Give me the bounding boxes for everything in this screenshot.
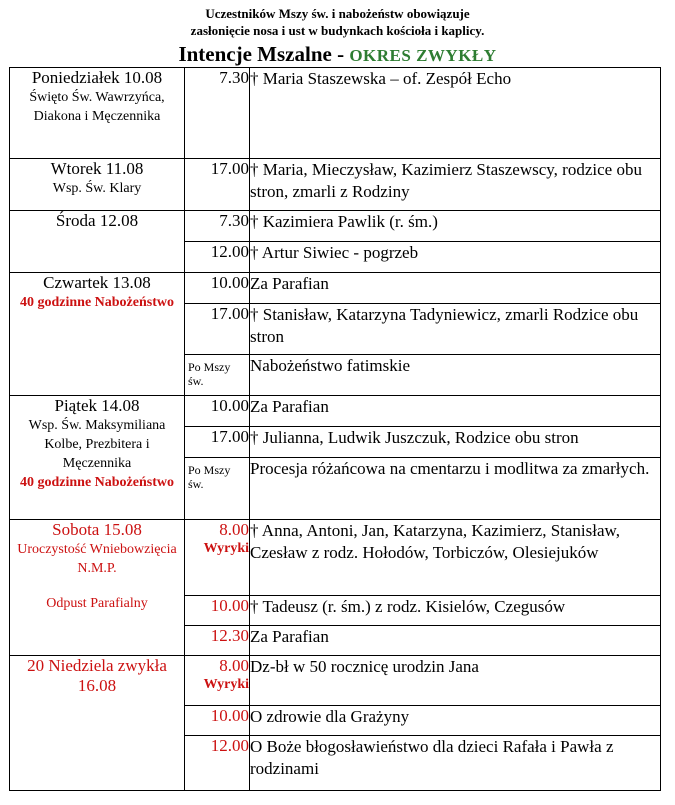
day-cell-monday [10, 68, 185, 159]
day-name: Sobota 15.08 [52, 520, 142, 539]
title-text: Intencje Mszalne [178, 42, 332, 66]
day-name: Środa 12.08 [55, 211, 139, 230]
mass-intention: † Artur Siwiec - pogrzeb [250, 242, 661, 273]
day-cell-wednesday [10, 211, 185, 273]
mass-time [185, 656, 250, 706]
mass-intention: Za Parafian [250, 273, 661, 304]
notice-line-2: zasłonięcie nosa i ust w budynkach kościoła i kaplicy. [190, 23, 485, 38]
mass-intention: † Kazimiera Pawlik (r. śm.) [250, 211, 661, 242]
day-feast: Święto Św. Wawrzyńca, Diakona i Męczennika [29, 90, 165, 124]
mass-intention: Za Parafian [250, 396, 661, 427]
day-special: 40 godzinne Nabożeństwo [19, 295, 174, 310]
day-name: Czwartek 13.08 [43, 273, 151, 292]
table-row [10, 396, 661, 427]
mass-intention: Za Parafian [250, 626, 661, 656]
mass-time: 10.00 [185, 273, 250, 304]
mass-time: 12.00 [185, 242, 250, 273]
day-cell-thursday [10, 273, 185, 396]
mass-place: Wyryki [203, 677, 249, 692]
table-row [10, 211, 661, 242]
mass-intention: Procesja różańcowa na cmentarzu i modlitwa za zmarłych. [250, 458, 661, 520]
day-feast: Uroczystość Wniebowzięcia N.M.P. [17, 542, 177, 576]
mass-time-value: 8.00 [219, 656, 249, 675]
table-row [10, 68, 661, 159]
liturgical-period: OKRES ZWYKŁY [349, 46, 497, 65]
mass-time: 10.00 [185, 706, 250, 736]
mass-time: 7.30 [185, 211, 250, 242]
mass-intention: † Stanisław, Katarzyna Tadyniewicz, zmarli Rodzice obu stron [250, 304, 661, 355]
page-title [0, 42, 675, 66]
mass-place: Wyryki [203, 541, 249, 556]
mass-time: Po Mszy św. [185, 355, 250, 396]
mass-intention: † Maria, Mieczysław, Kazimierz Staszewscy, rodzice obu stron, zmarli z Rodziny [250, 159, 661, 211]
day-name: Piątek 14.08 [54, 396, 140, 415]
table-row [10, 520, 661, 596]
mass-time: 12.00 [185, 736, 250, 791]
day-cell-sunday [10, 656, 185, 791]
table-row [10, 273, 661, 304]
mass-intention: O Boże błogosławieństwo dla dzieci Rafała i Pawła z rodzinami [250, 736, 661, 791]
mass-intention: † Julianna, Ludwik Juszczuk, Rodzice obu stron [250, 427, 661, 458]
mass-time: 10.00 [185, 596, 250, 626]
mass-time: 7.30 [185, 68, 250, 159]
table-row [10, 656, 661, 706]
day-cell-friday [10, 396, 185, 520]
day-name: 20 Niedziela zwykła 16.08 [27, 656, 167, 695]
mass-intention: † Tadeusz (r. śm.) z rodz. Kisielów, Czegusów [250, 596, 661, 626]
mass-intention: † Anna, Antoni, Jan, Katarzyna, Kazimierz, Stanisław, Czesław z rodz. Hołodów, Torbiczów, Olesiejuków [250, 520, 661, 596]
mass-intention: † Maria Staszewska – of. Zespół Echo [250, 68, 661, 159]
mass-intention: Nabożeństwo fatimskie [250, 355, 661, 396]
day-feast: Wsp. Św. Maksymiliana Kolbe, Prezbitera i Męczennika [28, 418, 166, 471]
mass-intention: O zdrowie dla Grażyny [250, 706, 661, 736]
mass-time: 10.00 [185, 396, 250, 427]
day-cell-tuesday [10, 159, 185, 211]
mass-time: Po Mszy św. [185, 458, 250, 520]
title-separator: - [331, 42, 350, 66]
notice-line-1: Uczestników Mszy św. i nabożeństw obowiązuje [205, 6, 470, 21]
mass-time-value: 8.00 [219, 520, 249, 539]
mass-schedule-table [9, 67, 661, 791]
day-special: Odpust Parafialny [46, 596, 148, 611]
day-name: Poniedziałek 10.08 [31, 68, 163, 87]
mass-time: 17.00 [185, 159, 250, 211]
mass-time: 12.30 [185, 626, 250, 656]
mass-time: 17.00 [185, 304, 250, 355]
day-name: Wtorek 11.08 [50, 159, 144, 178]
mass-time [185, 520, 250, 596]
day-cell-saturday [10, 520, 185, 656]
mass-intention: Dz-bł w 50 rocznicę urodzin Jana [250, 656, 661, 706]
day-feast: Wsp. Św. Klary [52, 181, 142, 196]
mass-time: 17.00 [185, 427, 250, 458]
day-special: 40 godzinne Nabożeństwo [19, 475, 174, 490]
table-row [10, 159, 661, 211]
